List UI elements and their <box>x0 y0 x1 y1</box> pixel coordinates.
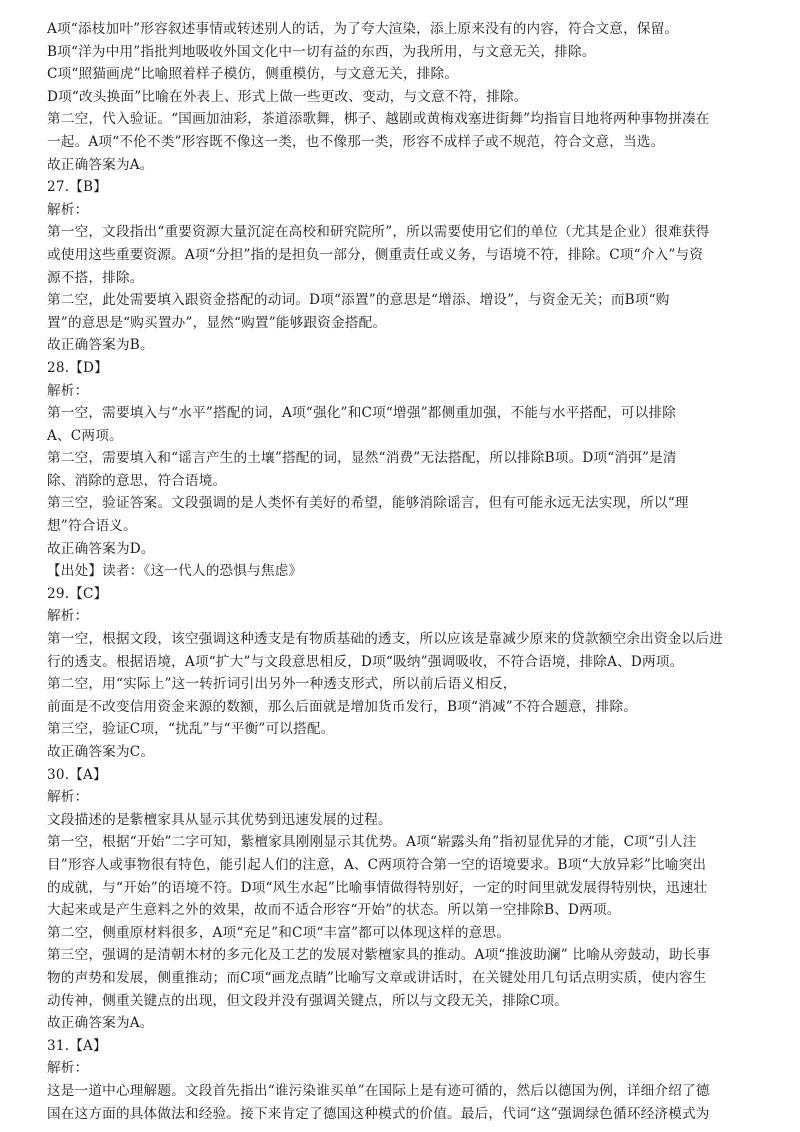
text-line: A项“添枝加叶”形容叙述事情或转述别人的话，为了夸大渲染，添上原来没有的内容，符合文意，保留。 <box>47 21 679 37</box>
text-line: 第二空，代入验证。“国画加油彩，茶道添歌舞，梆子、越剧或黄梅戏塞进街舞”均指盲目地将两种事物拼凑在 <box>47 111 710 128</box>
text-line: 第二空，用“实际上”这一转折词引出另外一种透支形式，所以前后语义相反， <box>47 676 517 693</box>
text-line: 除、消除的意思，符合语境。 <box>47 472 227 489</box>
text-line: 行的透支。根据语境，A项“扩大”与文段意思相反，D项“吸纳”强调吸收，不符合语境，排除A、D两项。 <box>47 653 684 670</box>
text-line: 想”符合语义。 <box>47 518 137 535</box>
text-line: 大起来或是产生意料之外的效果，故而不适合形容“开始”的状态。所以第一空排除B、D两项。 <box>47 902 621 919</box>
text-line: 故正确答案为C。 <box>47 744 155 760</box>
text-line: 故正确答案为A。 <box>47 156 154 173</box>
text-line: 文段描述的是紫檀家具从显示其优势到迅速发展的过程。 <box>47 811 392 828</box>
text-line: 目”形容人或事物很有特色，能引起人们的注意，A、C两项符合第一空的语境要求。B项“大放异彩”比喻突出 <box>47 856 707 873</box>
text-line: B项“洋为中用”指批判地吸收外国文化中一切有益的东西，为我所用，与文意无关，排除。 <box>47 43 596 60</box>
text-line: 第三空，验证答案。文段强调的是人类怀有美好的希望，能够消除谣言，但有可能永远无法实现，所以“理 <box>47 495 689 512</box>
text-line: 国在这方面的具体做法和经验。接下来肯定了德国这种模式的价值。最后，代词“这”强调绿色循环经济模式为 <box>47 1105 710 1122</box>
text-line: 第一空，需要填入与“水平”搭配的词，A项“强化”和C项“增强”都侧重加强，不能与水平搭配，可以排除 <box>47 405 677 422</box>
text-line: 27.【B】 <box>47 179 107 196</box>
text-line: A、C两项。 <box>47 427 123 444</box>
text-line: 置”的意思是“购买置办”，显然“购置”能够跟资金搭配。 <box>47 314 387 331</box>
text-line: 源不搭，排除。 <box>47 269 144 286</box>
text-line: 这是一道中心理解题。文段首先指出“谁污染谁买单”在国际上是有迹可循的，然后以德国为例，详细介绍了德 <box>47 1082 710 1099</box>
text-line: 31.【A】 <box>47 1037 107 1054</box>
text-line: 一起。A项“不伦不类”形容既不像这一类，也不像那一类，形容不成样子或不规范，符合文意，当选。 <box>47 133 665 150</box>
text-line: 故正确答案为B。 <box>47 337 154 354</box>
text-line: 故正确答案为D。 <box>47 540 155 557</box>
text-line: D项“改头换面”比喻在外表上、形式上做一些更改、变动，与文意不符，排除。 <box>47 88 528 105</box>
text-line: 第二空，侧重原材料很多，A项“充足”和C项“丰富”都可以体现这样的意思。 <box>47 924 511 941</box>
text-line: 物的声势和发展，侧重推动；而C项“画龙点睛”比喻写文章或讲话时，在关键处用几句话点明实质，使内容生 <box>47 969 707 986</box>
text-line: 解析： <box>47 608 89 625</box>
text-line: 第三空，强调的是清朝木材的多元化及工艺的发展对紫檀家具的推动。A项“推波助澜” 比喻从旁鼓动，助长事 <box>47 947 711 964</box>
text-line: 的成就，与“开始”的语境不符。D项“风生水起”比喻事情做得特别好，一定的时间里就发展得特别快，迅速壮 <box>47 879 708 896</box>
text-line: 【出处】读者：《这一代人的恐惧与焦虑》 <box>47 563 303 580</box>
text-line: 解析： <box>47 1060 89 1077</box>
text-line: 第一空，根据“开始”二字可知，紫檀家具刚刚显示其优势。A项“崭露头角”指初显优异的才能，C项“引人注 <box>47 834 697 851</box>
text-line: 解析： <box>47 201 89 218</box>
text-line: 或使用这些重要资源。A项“分担”指的是担负一部分，侧重责任或义务，与语境不符，排除。C项“介入”与资 <box>47 246 704 263</box>
text-line: 故正确答案为A。 <box>47 1015 154 1032</box>
text-line: 解析： <box>47 789 89 806</box>
text-line: 解析： <box>47 382 89 399</box>
text-line: 28.【D】 <box>47 359 108 376</box>
text-line: 第二空，此处需要填入跟资金搭配的动词。D项“添置”的意思是“增添、增设”，与资金无关；而B项“购 <box>47 292 670 309</box>
text-line: 动传神，侧重关键点的出现，但文段并没有强调关键点，所以与文段无关，排除C项。 <box>47 992 568 1009</box>
text-line: 第一空，根据文段，该空强调这种透支是有物质基础的透支，所以应该是靠减少原来的贷款额空余出资金以后进 <box>47 631 723 648</box>
text-line: 第二空，需要填入和“谣言产生的土壤”搭配的词，显然“消费”无法搭配，所以排除B项。D项“消弭”是清 <box>47 450 677 467</box>
text-line: 30.【A】 <box>47 766 107 783</box>
text-line: 前面是不改变信用资金来源的数额，那么后面就是增加货币发行，B项“消减”不符合题意，排除。 <box>47 698 638 715</box>
text-line: C项“照猫画虎”比喻照着样子模仿，侧重模仿，与文意无关，排除。 <box>47 66 459 83</box>
text-line: 第一空，文段指出“重要资源大量沉淀在高校和研究院所”，所以需要使用它们的单位（尤其是企业）很难获得 <box>47 224 710 241</box>
text-line: 29.【C】 <box>47 585 108 602</box>
text-line: 第三空，验证C项，“扰乱”与“平衡”可以搭配。 <box>47 721 335 738</box>
